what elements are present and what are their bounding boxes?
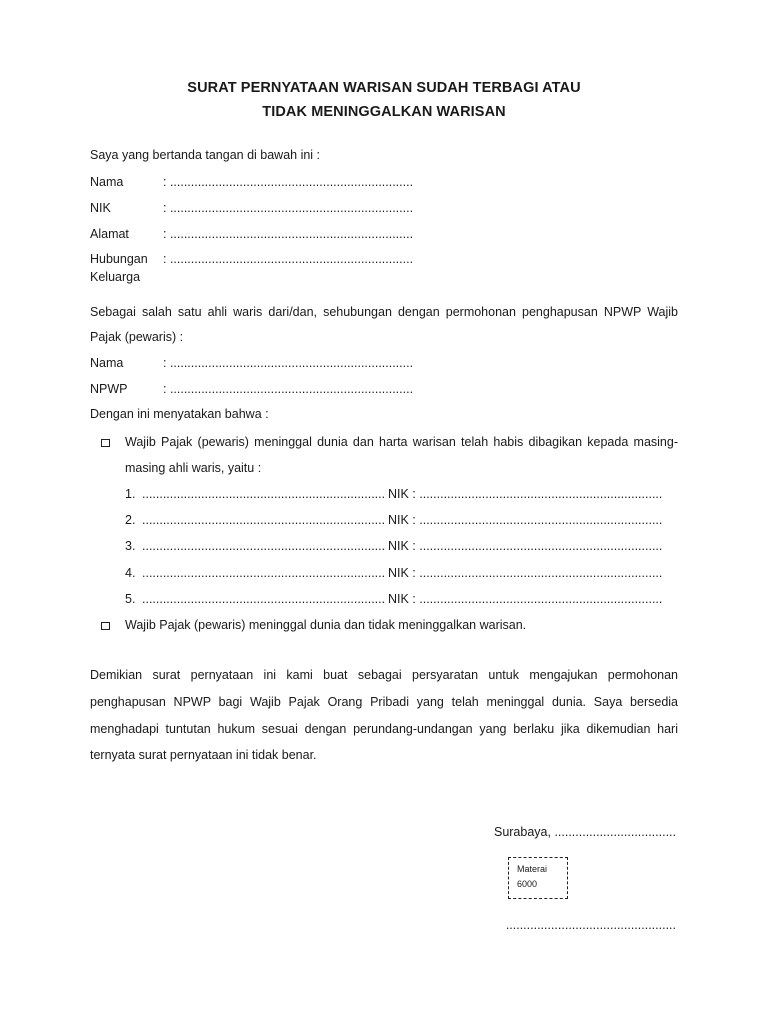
field-label-nik: NIK <box>90 201 111 215</box>
statement-intro: Dengan ini menyatakan bahwa : <box>90 407 269 421</box>
heir-nik: NIK : ...................................................................... <box>388 592 663 606</box>
heir-nik: NIK : ...................................................................... <box>388 487 663 501</box>
option-1-line-2: masing ahli waris, yaitu : <box>125 461 262 475</box>
closing-line-4: ternyata surat pernyataan ini tidak benar. <box>90 748 317 762</box>
heir-number: 3. <box>125 539 136 553</box>
field-label-alamat: Alamat <box>90 227 129 241</box>
field-label-nama: Nama <box>90 175 124 189</box>
taxpayer-value-npwp: : ...................................................................... <box>163 382 414 396</box>
heir-number: 2. <box>125 513 136 527</box>
field-value-nama: : ...................................................................... <box>163 175 414 189</box>
field-value-alamat: : ...................................................................... <box>163 227 414 241</box>
field-label-hubungan: Hubungan <box>90 252 148 266</box>
option-1-line-1: Wajib Pajak (pewaris) meninggal dunia dan harta warisan telah habis dibagikan kepada masing- <box>125 435 678 449</box>
place-date: Surabaya, ................................... <box>493 825 676 839</box>
field-value-hubungan-keluarga: : ...................................................................... <box>163 252 414 266</box>
field-value-nik: : ...................................................................... <box>163 201 414 215</box>
heir-name-dots: ...................................................................... <box>142 513 386 527</box>
heir-name-dots: ...................................................................... <box>142 487 386 501</box>
stamp-label: Materai <box>517 864 548 874</box>
heir-number: 1. <box>125 487 136 501</box>
heir-name-dots: ...................................................................... <box>142 539 386 553</box>
signature-line: ................................................. <box>505 918 676 932</box>
closing-line-3: menghadapi tuntutan hukum sesuai dengan perundang-undangan yang berlaku jika dikemudian hari <box>90 722 678 736</box>
heir-number: 5. <box>125 592 136 606</box>
closing-line-1: Demikian surat pernyataan ini kami buat sebagai persyaratan untuk mengajukan permohonan <box>90 668 678 682</box>
stamp-value: 6000 <box>517 879 538 889</box>
taxpayer-label-nama: Nama <box>90 356 124 370</box>
option-2-checkbox[interactable] <box>101 622 110 630</box>
field-label-keluarga: Keluarga <box>90 270 141 284</box>
heir-paragraph-line-2: Pajak (pewaris) : <box>90 330 184 344</box>
taxpayer-value-nama: : ...................................................................... <box>163 356 414 370</box>
heir-nik: NIK : ...................................................................... <box>388 513 663 527</box>
document-title-line-2: TIDAK MENINGGALKAN WARISAN <box>262 104 506 120</box>
document-title-line-1: SURAT PERNYATAAN WARISAN SUDAH TERBAGI ATAU <box>187 80 581 96</box>
intro-text: Saya yang bertanda tangan di bawah ini : <box>90 148 321 162</box>
heir-nik: NIK : ...................................................................... <box>388 539 663 553</box>
option-1-checkbox[interactable] <box>101 439 110 447</box>
option-2-text: Wajib Pajak (pewaris) meninggal dunia dan tidak meninggalkan warisan. <box>125 618 527 632</box>
heir-number: 4. <box>125 566 136 580</box>
taxpayer-label-npwp: NPWP <box>90 382 128 396</box>
closing-line-2: penghapusan NPWP bagi Wajib Pajak Orang Pribadi yang telah meninggal dunia. Saya bersedia <box>90 695 678 709</box>
heir-name-dots: ...................................................................... <box>142 566 386 580</box>
heir-paragraph-line-1: Sebagai salah satu ahli waris dari/dan, sehubungan dengan permohonan penghapusan NPWP Wajib <box>90 305 678 319</box>
stamp-box <box>508 857 568 899</box>
heir-nik: NIK : ...................................................................... <box>388 566 663 580</box>
heir-name-dots: ...................................................................... <box>142 592 386 606</box>
